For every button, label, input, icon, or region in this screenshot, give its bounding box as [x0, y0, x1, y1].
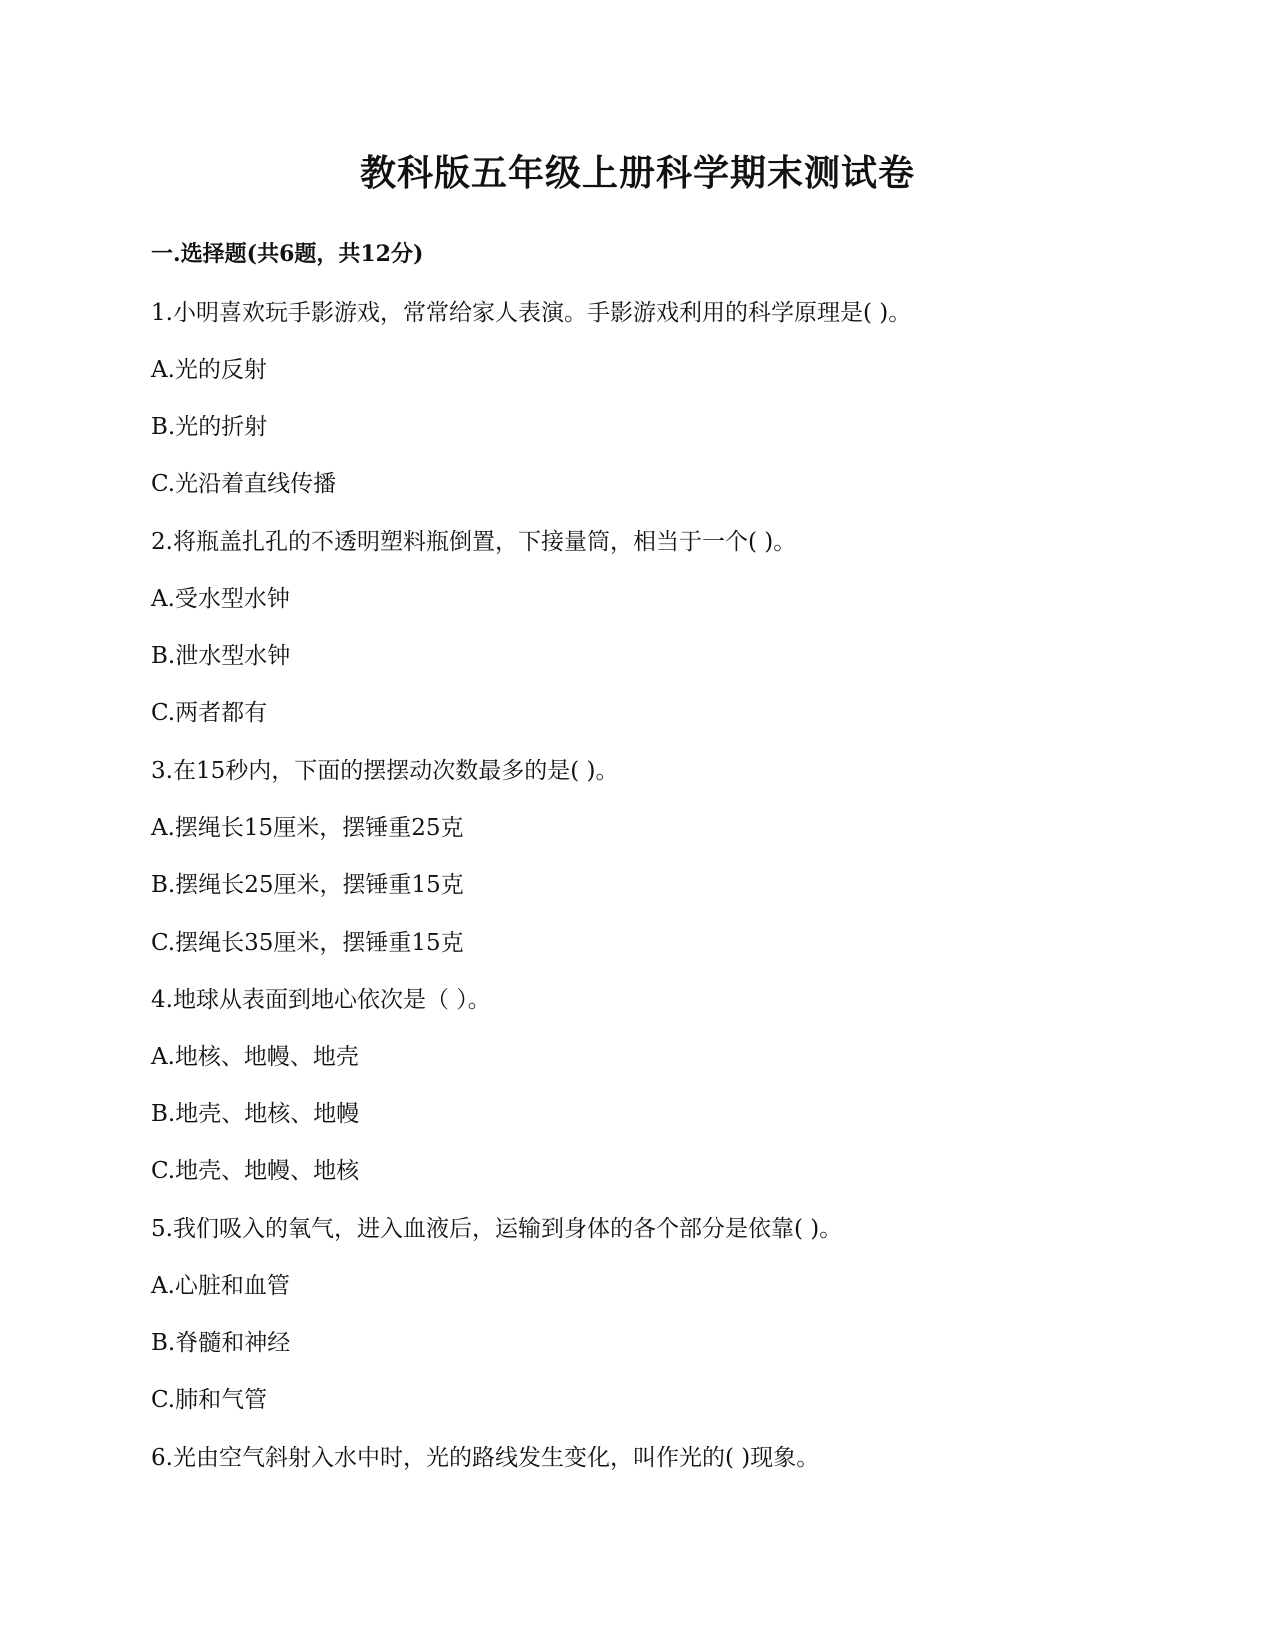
question-4: 4.地球从表面到地心依次是（ ）。: [151, 987, 491, 1013]
question-4-option-a: A.地核、地幔、地壳: [151, 1044, 359, 1070]
question-1-option-b: B.光的折射: [151, 414, 268, 440]
question-5-option-c: C.肺和气管: [151, 1387, 268, 1413]
question-6: 6.光由空气斜射入水中时，光的路线发生变化，叫作光的( )现象。: [151, 1445, 820, 1471]
question-5: 5.我们吸入的氧气，进入血液后，运输到身体的各个部分是依靠( )。: [151, 1216, 843, 1242]
question-4-option-b: B.地壳、地核、地幔: [151, 1101, 360, 1127]
question-1-option-c: C.光沿着直线传播: [151, 471, 337, 497]
question-4-option-c: C.地壳、地幔、地核: [151, 1158, 360, 1184]
question-3-option-c: C.摆绳长35厘米，摆锤重15克: [151, 930, 464, 956]
question-3-option-a: A.摆绳长15厘米，摆锤重25克: [151, 815, 464, 841]
question-2: 2.将瓶盖扎孔的不透明塑料瓶倒置，下接量筒，相当于一个( )。: [151, 529, 797, 555]
question-2-option-c: C.两者都有: [151, 700, 268, 726]
page-title: 教科版五年级上册科学期末测试卷: [359, 152, 915, 194]
question-2-option-a: A.受水型水钟: [151, 586, 290, 612]
question-3-option-b: B.摆绳长25厘米，摆锤重15克: [151, 872, 464, 898]
question-5-option-b: B.脊髓和神经: [151, 1330, 291, 1356]
question-5-option-a: A.心脏和血管: [151, 1273, 290, 1299]
question-2-option-b: B.泄水型水钟: [151, 643, 291, 669]
question-1-option-a: A.光的反射: [151, 357, 267, 383]
question-1: 1.小明喜欢玩手影游戏，常常给家人表演。手影游戏利用的科学原理是( )。: [151, 300, 912, 326]
section-heading: 一.选择题(共6题，共12分): [151, 241, 424, 267]
question-3: 3.在15秒内，下面的摆摆动次数最多的是( )。: [151, 758, 619, 784]
